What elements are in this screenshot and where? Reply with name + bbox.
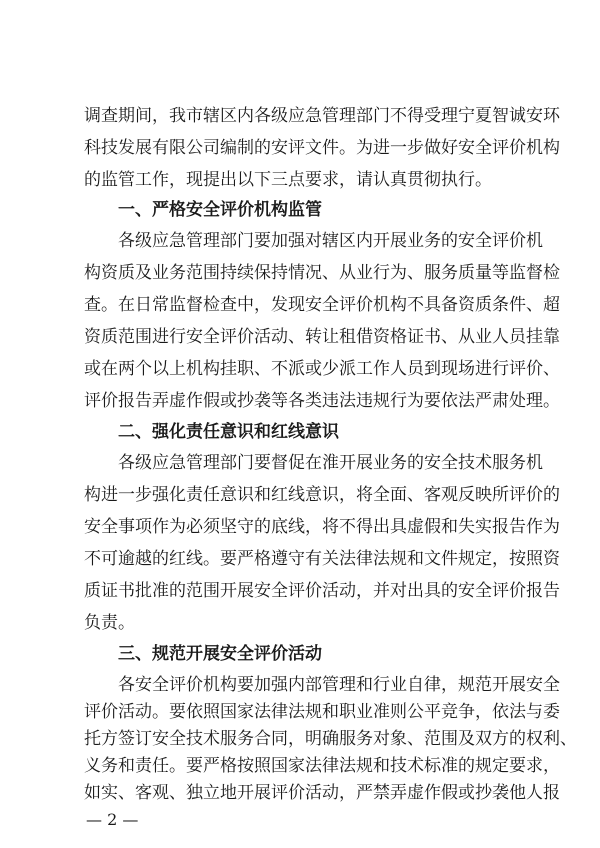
page-number: — 2 — bbox=[86, 810, 139, 829]
section-1-heading: 一、严格安全评价机构监管 bbox=[118, 200, 322, 220]
intro-line-1: 调查期间，我市辖区内各级应急管理部门不得受理宁夏智诚安环 bbox=[84, 106, 560, 126]
section-1-line-5: 或在两个以上机构挂职、不派或少派工作人员到现场进行评价、 bbox=[84, 359, 560, 379]
intro-line-2: 科技发展有限公司编制的安评文件。为进一步做好安全评价机构 bbox=[84, 138, 560, 158]
intro-line-3: 的监管工作，现提出以下三点要求，请认真贯彻执行。 bbox=[84, 170, 492, 190]
section-2-line-2: 构进一步强化责任意识和红线意识，将全面、客观反映所评价的 bbox=[84, 485, 560, 505]
section-3-heading: 三、规范开展安全评价活动 bbox=[118, 644, 322, 664]
section-1-line-1: 各级应急管理部门要加强对辖区内开展业务的安全评价机 bbox=[118, 231, 543, 251]
section-1-line-3: 查。在日常监督检查中，发现安全评价机构不具备资质条件、超 bbox=[84, 295, 560, 315]
section-3-line-1: 各安全评价机构要加强内部管理和行业自律，规范开展安全 bbox=[118, 675, 560, 695]
section-3-line-2: 评价活动。要依照国家法律法规和职业准则公平竞争，依法与委 bbox=[84, 702, 560, 722]
section-2-heading: 二、强化责任意识和红线意识 bbox=[118, 422, 339, 442]
section-2-line-4: 不可逾越的红线。要严格遵守有关法律法规和文件规定，按照资 bbox=[84, 549, 560, 569]
section-2-line-3: 安全事项作为必须坚守的底线，将不得出具虚假和失实报告作为 bbox=[84, 517, 560, 537]
section-3-line-4: 义务和责任。要严格按照国家法律法规和技术标准的规定要求， bbox=[84, 756, 560, 776]
section-2-line-6: 负责。 bbox=[84, 613, 135, 633]
section-2-line-1: 各级应急管理部门要督促在淮开展业务的安全技术服务机 bbox=[118, 453, 543, 473]
section-1-line-2: 构资质及业务范围持续保持情况、从业行为、服务质量等监督检 bbox=[84, 263, 560, 283]
section-1-line-4: 资质范围进行安全评价活动、转让租借资格证书、从业人员挂靠 bbox=[84, 327, 560, 347]
section-3-line-3: 托方签订安全技术服务合同，明确服务对象、范围及双方的权利、 bbox=[84, 729, 577, 749]
section-1-line-6: 评价报告弄虚作假或抄袭等各类违法违规行为要依法严肃处理。 bbox=[84, 391, 560, 411]
section-2-line-5: 质证书批准的范围开展安全评价活动，并对出具的安全评价报告 bbox=[84, 581, 560, 601]
section-3-line-5: 如实、客观、独立地开展评价活动，严禁弄虚作假或抄袭他人报 bbox=[84, 783, 560, 803]
